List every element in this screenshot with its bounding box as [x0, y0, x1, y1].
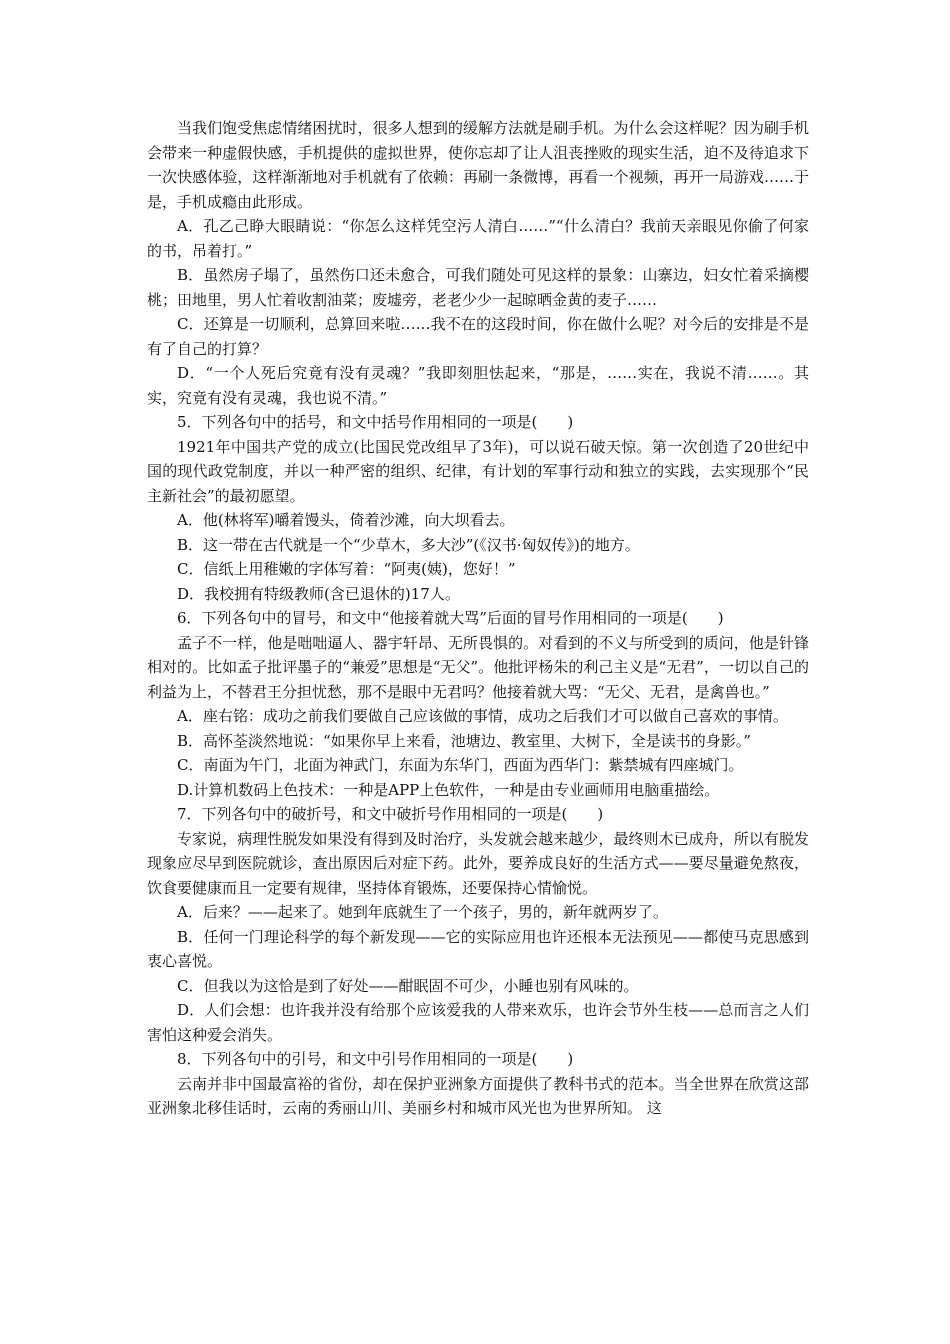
option-c: C．南面为午门，北面为神武门，东面为东华门，西面为西华门：紫禁城有四座城门。 — [177, 756, 744, 774]
option-b: B．这一带在古代就是一个“少草木，多大沙”(《汉书·匈奴传》)的地方。 — [177, 535, 640, 554]
option-b: B．虽然房子塌了，虽然伤口还未愈合，可我们随处可见这样的景象：山寨边，妇女忙着采摘樱桃；田地里，男人忙着收割油菜；废墟旁，老老少少一起晾晒金黄的麦子…… — [147, 266, 809, 309]
document-body — [147, 116, 809, 1121]
passage-paragraph: 专家说，病理性脱发如果没有得到及时治疗，头发就会越来越少，最终则木已成舟，所以有脱发现象应尽早到医院就诊，查出原因后对症下药。此外，要养成良好的生活方式——要尽量避免熬夜，饮食要健康而且一定要有规律，坚持体育锻炼，还要保持心情愉悦。 — [147, 829, 809, 897]
option-d: D.计算机数码上色技术：一种是APP上色软件，一种是由专业画师用电脑重描绘。 — [177, 780, 720, 799]
passage-paragraph: 1921年中国共产党的成立(比国民党改组早了3年)，可以说石破天惊。第一次创造了20世纪中国的现代政党制度，并以一种严密的组织、纪律，有计划的军事行动和独立的实践，去实现那个“民主新社会”的最初愿望。 — [147, 437, 809, 505]
question-8: 8．下列各句中的引号，和文中引号作用相同的一项是( ) — [177, 1050, 574, 1068]
option-a: A．座右铭：成功之前我们要做自己应该做的事情，成功之后我们才可以做自己喜欢的事情。 — [177, 707, 788, 725]
passage-paragraph: 当我们饱受焦虑情绪困扰时，很多人想到的缓解方法就是刷手机。为什么会这样呢？因为刷手机会带来一种虚假快感，手机提供的虚拟世界，使你忘却了让人沮丧挫败的现实生活，迫不及待追求下一次快感体验，这样渐渐地对手机就有了依赖：再刷一条微博，再看一个视频，再开一局游戏……于是，手机成瘾由此形成。 — [147, 119, 809, 211]
option-c: C．但我以为这恰是到了好处——酣眠固不可少，小睡也别有风味的。 — [177, 976, 639, 995]
option-a: A．后来？——起来了。她到年底就生了一个孩子，男的，新年就两岁了。 — [177, 903, 668, 921]
option-a: A．孔乙己睁大眼睛说：“你怎么这样凭空污人清白……”“什么清白？我前天亲眼见你偷了何家的书，吊着打。” — [147, 217, 809, 260]
option-b: B．高怀荃淡然地说：“如果你早上来看，池塘边、教室里、大树下，全是读书的身影。” — [177, 731, 751, 750]
question-6: 6．下列各句中的冒号，和文中“他接着就大骂”后面的冒号作用相同的一项是( ) — [177, 609, 724, 627]
option-d: D．我校拥有特级教师(含已退休的)17人。 — [177, 584, 460, 603]
option-c: C．还算是一切顺利，总算回来啦……我不在的这段时间，你在做什么呢？对今后的安排是不是有了自己的打算？ — [147, 315, 809, 358]
option-b: B．任何一门理论科学的每个新发现——它的实际应用也许还根本无法预见——都使马克思感到衷心喜悦。 — [147, 927, 809, 970]
question-7: 7．下列各句中的破折号，和文中破折号作用相同的一项是( ) — [177, 805, 604, 823]
option-a: A．他(林将军)嚼着馒头，倚着沙滩，向大坝看去。 — [177, 511, 515, 529]
option-d: D．“一个人死后究竟有没有灵魂？”我即刻胆怯起来，“那是，……实在，我说不清……。其实，究竟有没有灵魂，我也说不清。” — [147, 364, 809, 407]
question-5: 5．下列各句中的括号，和文中括号作用相同的一项是( ) — [177, 413, 574, 431]
passage-paragraph: 孟子不一样，他是咄咄逼人、器宇轩昂、无所畏惧的。对看到的不义与所受到的质问，他是针锋相对的。比如孟子批评墨子的“兼爱”思想是“无父”。他批评杨朱的利己主义是“无君”，一切以自己的利益为上，不替君王分担忧愁，那不是眼中无君吗？他接着就大骂：“无父、无君，是禽兽也。” — [147, 633, 809, 701]
passage-paragraph: 云南并非中国最富裕的省份，却在保护亚洲象方面提供了教科书式的范本。当全世界在欣赏这部亚洲象北移佳话时，云南的秀丽山川、美丽乡村和城市风光也为世界所知。 这 — [147, 1074, 809, 1117]
option-d: D．人们会想：也许我并没有给那个应该爱我的人带来欢乐，也许会节外生枝——总而言之人们害怕这种爱会消失。 — [147, 1001, 809, 1044]
option-c: C．信纸上用稚嫩的字体写着：“阿夷(姨)，您好！” — [177, 560, 516, 578]
